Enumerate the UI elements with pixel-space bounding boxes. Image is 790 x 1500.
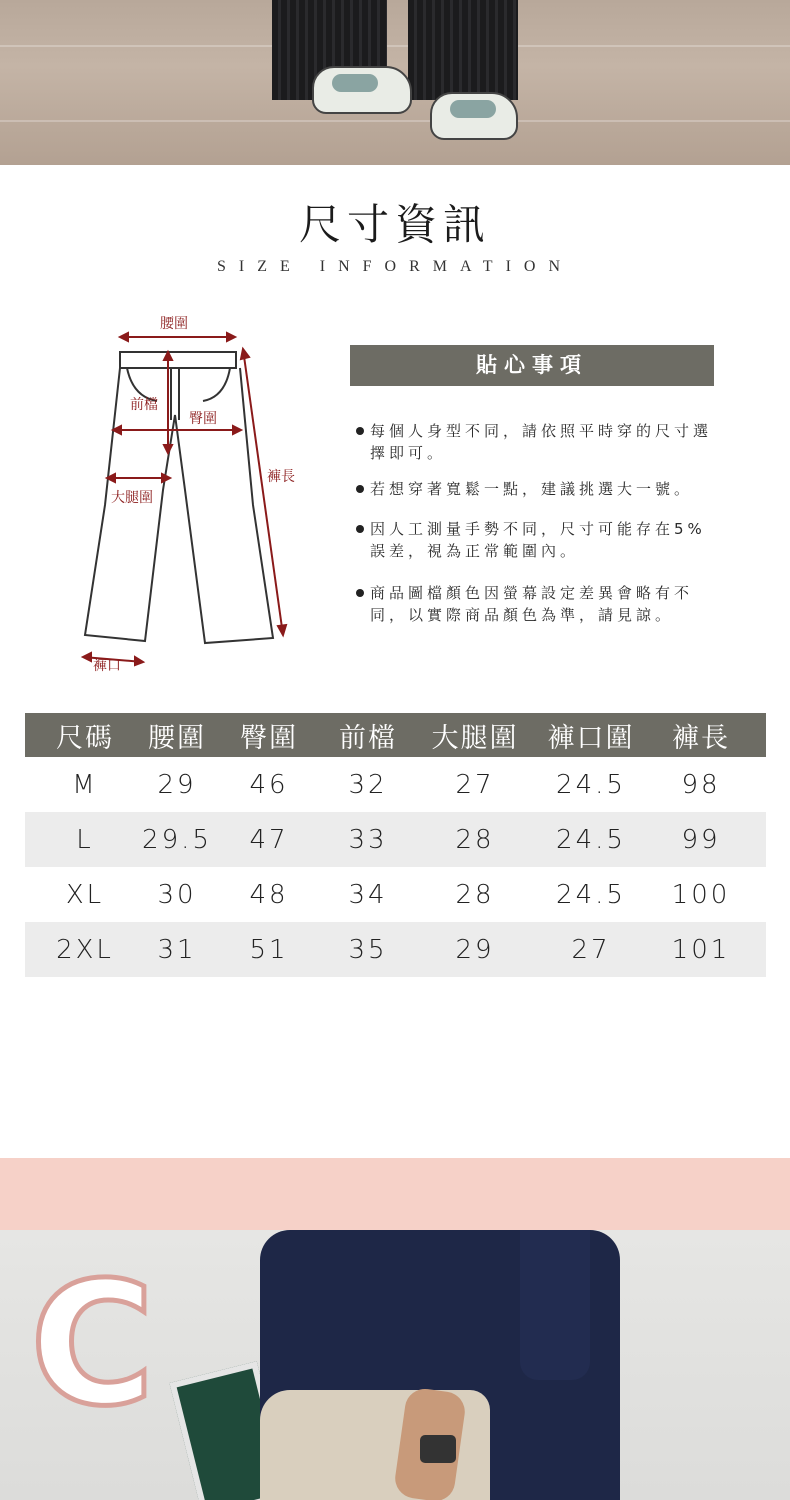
bottom-product-photo (0, 1230, 790, 1500)
bullet-icon (356, 485, 364, 493)
cell-hem: 24.5 (556, 824, 626, 855)
note-item (356, 582, 716, 626)
top-product-photo (0, 0, 790, 165)
label-hip: 臀圍 (189, 411, 217, 427)
section-divider-band (0, 1158, 790, 1230)
cell-size: XL (65, 879, 105, 910)
table-row (25, 867, 766, 922)
cell-length: 99 (681, 824, 721, 855)
cell-thigh: 29 (455, 934, 495, 965)
cell-hip: 48 (249, 879, 289, 910)
cell-front-rise: 35 (348, 934, 388, 965)
label-length: 褲長 (267, 469, 295, 485)
cell-thigh: 28 (455, 879, 495, 910)
column-header: 臀圍 (240, 722, 298, 754)
cell-hem: 24.5 (556, 879, 626, 910)
column-header: 褲口圍 (547, 722, 635, 754)
label-front-rise: 前檔 (130, 397, 158, 413)
cell-front-rise: 34 (348, 879, 388, 910)
cell-hem: 24.5 (556, 769, 626, 800)
cell-waist: 30 (157, 879, 197, 910)
cell-hip: 47 (249, 824, 289, 855)
bullet-icon (356, 525, 364, 533)
note-text: 若想穿著寬鬆一點，建議挑選大一號。 (370, 480, 694, 498)
note-text: 每個人身型不同，請依照平時穿的尺寸選擇即可。 (370, 422, 713, 462)
bullet-icon (356, 427, 364, 435)
cell-length: 101 (671, 934, 731, 965)
pants-measurement-diagram (75, 305, 315, 685)
floor-board-line (0, 120, 790, 122)
cell-waist: 31 (157, 934, 197, 965)
note-text: 商品圖檔顏色因螢幕設定差異會略有不同，以實際商品顏色為準，請見諒。 (370, 584, 694, 624)
page-subtitle: SIZE INFORMATION (217, 258, 573, 275)
cell-size: L (76, 824, 94, 855)
column-header: 腰圍 (148, 722, 206, 754)
cell-size: M (72, 769, 98, 800)
table-row (25, 922, 766, 977)
note-item (356, 420, 716, 464)
column-header: 大腿圍 (431, 722, 519, 754)
label-thigh: 大腿圍 (111, 490, 153, 506)
right-trouser-leg (408, 0, 518, 100)
column-header: 前檔 (339, 722, 397, 754)
cell-hip: 46 (249, 769, 289, 800)
right-sneaker (430, 92, 518, 140)
cell-front-rise: 33 (348, 824, 388, 855)
cell-front-rise: 32 (348, 769, 388, 800)
label-hem: 褲口 (93, 658, 121, 674)
table-row (25, 812, 766, 867)
floor-board-line (0, 45, 790, 47)
cell-thigh: 27 (455, 769, 495, 800)
cell-length: 100 (671, 879, 731, 910)
cell-length: 98 (681, 769, 721, 800)
cell-hem: 27 (571, 934, 611, 965)
table-row (25, 757, 766, 812)
size-table (25, 713, 766, 977)
bullet-icon (356, 589, 364, 597)
column-header: 褲長 (672, 722, 730, 754)
label-waist: 腰圍 (160, 316, 188, 332)
cell-thigh: 28 (455, 824, 495, 855)
wristwatch (420, 1435, 456, 1463)
note-item (356, 518, 716, 562)
tshirt-sleeve (520, 1230, 590, 1380)
page-title: 尺寸資訊 (298, 200, 491, 249)
cell-waist: 29.5 (142, 824, 212, 855)
cell-size: 2XL (56, 934, 114, 965)
table-header-row (25, 713, 766, 757)
section-letter: C (30, 1246, 155, 1444)
note-text: 因人工測量手勢不同，尺寸可能存在5%誤差，視為正常範圍內。 (370, 520, 706, 560)
note-item (356, 478, 716, 500)
cell-hip: 51 (249, 934, 289, 965)
left-sneaker (312, 66, 412, 114)
column-header: 尺碼 (56, 722, 114, 754)
notes-header: 貼心事項 (350, 345, 714, 386)
cell-waist: 29 (157, 769, 197, 800)
